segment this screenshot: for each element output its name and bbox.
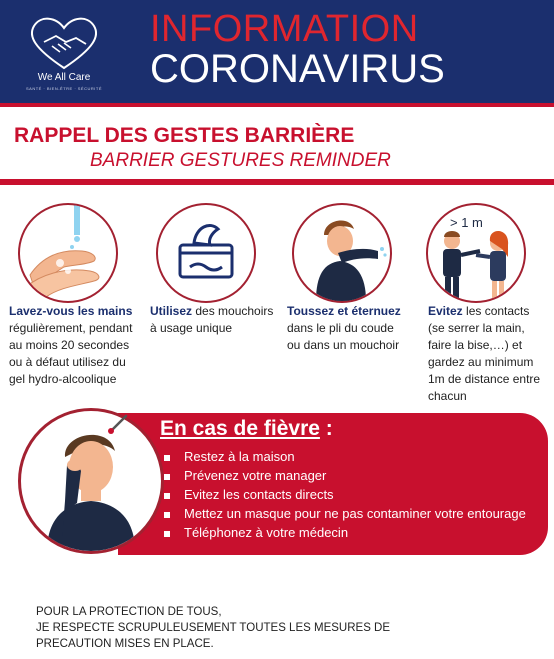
subtitle-en: BARRIER GESTURES REMINDER <box>90 150 391 171</box>
gesture-text-tissues <box>150 303 273 337</box>
tissue-box-icon <box>158 205 254 301</box>
gesture-line: chacun <box>428 389 467 403</box>
gesture-text-sneeze <box>287 303 401 354</box>
hand-washing-icon <box>20 205 116 301</box>
fever-title-text: En cas de fièvre <box>160 417 320 440</box>
fever-list <box>160 447 526 542</box>
bullet-icon <box>164 474 170 480</box>
fever-circle <box>18 408 164 554</box>
logo-name: We All Care <box>37 72 91 83</box>
bullet-icon <box>164 493 170 499</box>
list-item-text: Mettez un masque pour ne pas contaminer votre entourage <box>184 506 526 521</box>
gesture-line: au moins 20 secondes <box>9 338 130 352</box>
list-item <box>160 523 526 542</box>
social-distance-icon <box>428 205 524 301</box>
sneeze-elbow-icon <box>294 205 390 301</box>
subtitle-fr: RAPPEL DES GESTES BARRIÈRE <box>14 124 355 147</box>
distance-label: > 1 m <box>450 215 483 230</box>
gesture-line: 1m de distance entre <box>428 372 541 386</box>
gesture-line: ou à défaut utilisez du <box>9 355 126 369</box>
logo-tagline: SANTÉ · BIEN-ÊTRE · SÉCURITÉ <box>25 86 102 91</box>
footer-line: JE RESPECTE SCRUPULEUSEMENT TOUTES LES MESURES DE <box>36 622 391 634</box>
footer-line: POUR LA PROTECTION DE TOUS, <box>36 606 222 618</box>
bullet-icon <box>164 455 170 461</box>
gesture-bold: Lavez-vous les mains <box>9 304 133 318</box>
fever-title <box>160 417 333 441</box>
fever-title-colon: : <box>319 417 333 440</box>
list-item <box>160 447 526 466</box>
gesture-rest: les contacts <box>462 304 530 318</box>
list-item <box>160 466 526 485</box>
header-banner <box>0 0 554 107</box>
footer-note <box>36 604 390 652</box>
gesture-bold: Utilisez <box>150 304 193 318</box>
gesture-circle-distance <box>426 203 526 303</box>
list-item-text: Restez à la maison <box>184 449 295 464</box>
list-item-text: Prévenez votre manager <box>184 468 327 483</box>
gesture-line: à usage unique <box>150 321 233 335</box>
gesture-circle-sneeze <box>292 203 392 303</box>
list-item-text: Evitez les contacts directs <box>184 487 334 502</box>
gesture-line: gardez au minimum <box>428 355 534 369</box>
gesture-rest: des mouchoirs <box>192 304 274 318</box>
gesture-line: régulièrement, pendant <box>9 321 133 335</box>
list-item-text: Téléphonez à votre médecin <box>184 525 349 540</box>
heart-handshake-icon <box>14 12 114 72</box>
gesture-line: dans le pli du coude <box>287 321 394 335</box>
footer-line: PRECAUTION MISES EN PLACE. <box>36 638 214 650</box>
gesture-bold: Evitez <box>428 304 463 318</box>
gesture-line: (se serrer la main, <box>428 321 525 335</box>
bullet-icon <box>164 531 170 537</box>
gesture-line: gel hydro-alcoolique <box>9 372 117 386</box>
thermometer-icon <box>106 410 132 436</box>
title-information: INFORMATION <box>150 8 419 50</box>
logo <box>14 12 114 100</box>
gesture-circle-handwash <box>18 203 118 303</box>
list-item <box>160 485 526 504</box>
gesture-line: ou dans un mouchoir <box>287 338 400 352</box>
bullet-icon <box>164 512 170 518</box>
gesture-text-distance <box>428 303 540 405</box>
gesture-text-handwash <box>9 303 132 388</box>
gesture-bold: Toussez et éternuez <box>287 304 401 318</box>
divider-bar <box>0 179 554 185</box>
title-coronavirus: CORONAVIRUS <box>150 47 445 91</box>
gesture-circle-tissues <box>156 203 256 303</box>
list-item <box>160 504 526 523</box>
sick-person-icon <box>21 411 161 551</box>
gesture-line: faire la bise,…) et <box>428 338 523 352</box>
